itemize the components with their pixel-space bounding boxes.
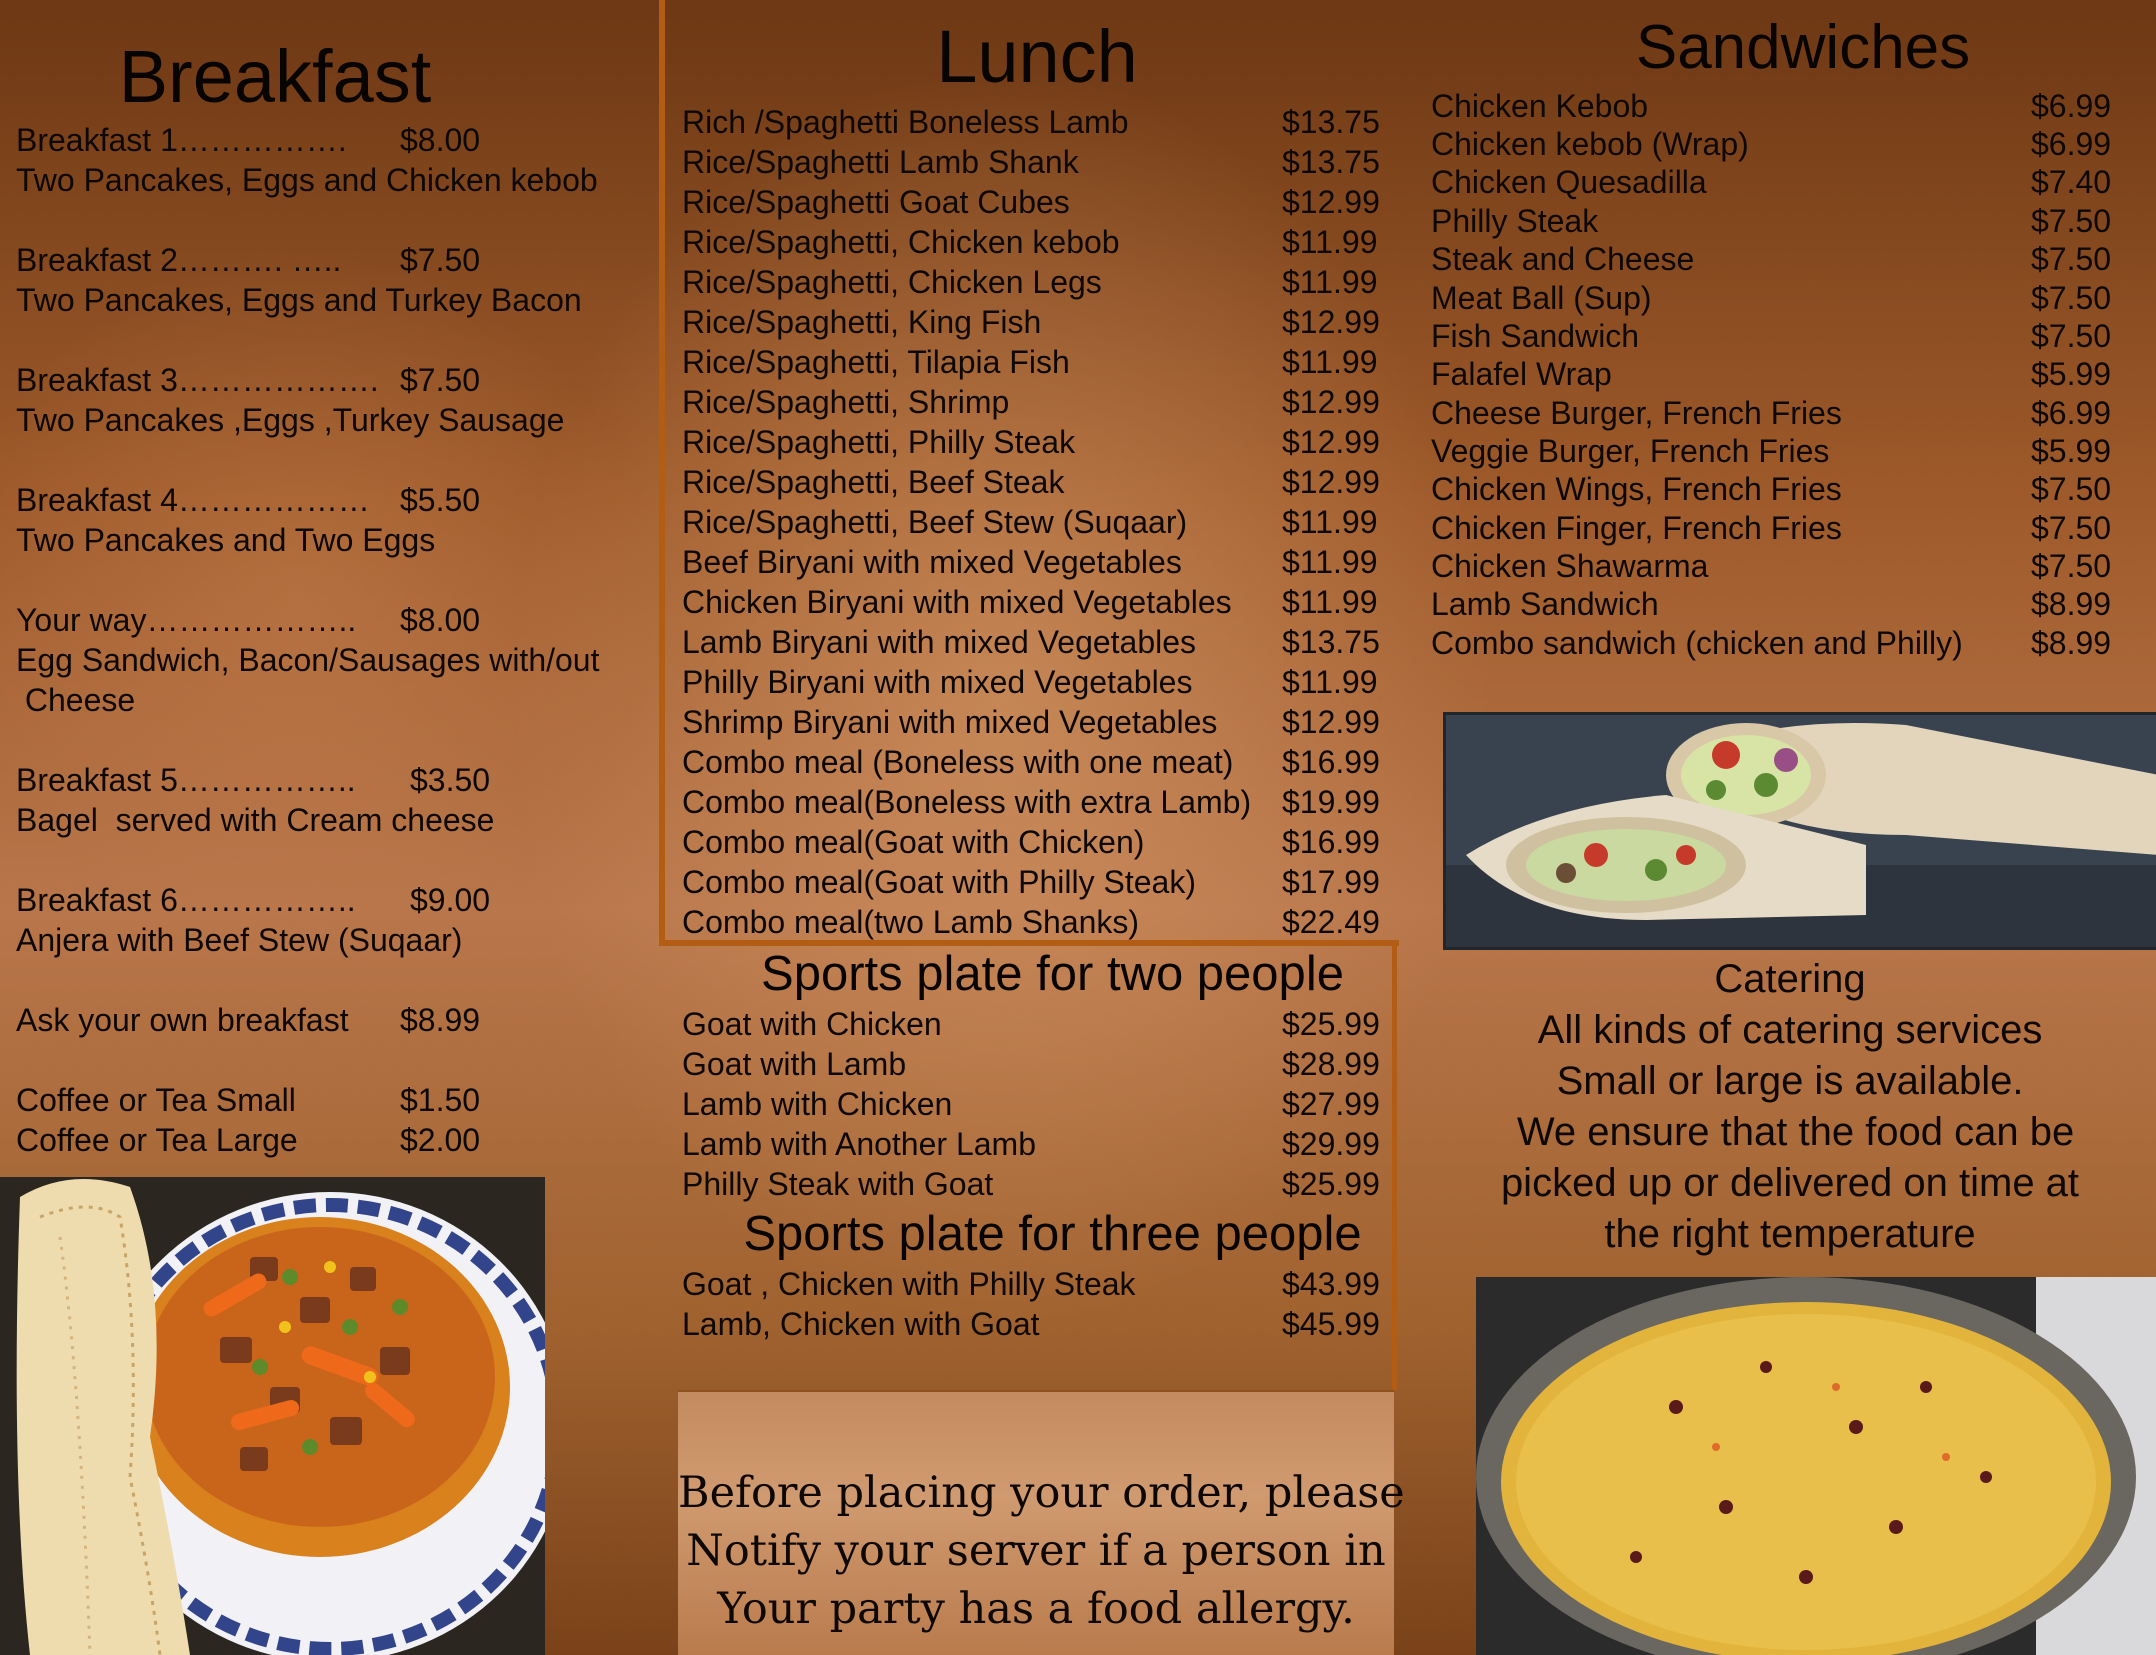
lunch-item-name: Combo meal(Goat with Chicken) xyxy=(682,824,1145,860)
sandwich-item-name: Lamb Sandwich xyxy=(1431,586,1659,622)
sandwich-item xyxy=(1431,586,2131,626)
lunch-item-name: Rice/Spaghetti, Philly Steak xyxy=(682,424,1076,460)
sports-item-price: $25.99 xyxy=(1282,1166,1380,1202)
catering-line: the right temperature xyxy=(1604,1212,1976,1256)
sports-item-name: Philly Steak with Goat xyxy=(682,1166,994,1202)
sports-three-title: Sports plate for three people xyxy=(743,1207,1362,1261)
sandwich-item xyxy=(1431,164,2131,204)
wraps-photo xyxy=(1443,712,2156,950)
lunch-item-name: Combo meal (Boneless with one meat) xyxy=(682,744,1234,780)
lunch-item xyxy=(682,264,1384,304)
sandwich-item-name: Fish Sandwich xyxy=(1431,318,1640,354)
sports-item-name: Goat with Lamb xyxy=(682,1046,907,1082)
sandwich-item xyxy=(1431,471,2131,511)
breakfast-item-desc: Two Pancakes, Eggs and Chicken kebob xyxy=(16,162,598,198)
sports-item xyxy=(682,1266,1384,1306)
breakfast-item-desc: Egg Sandwich, Bacon/Sausages with/out xyxy=(16,642,600,678)
sandwich-item-name: Chicken kebob (Wrap) xyxy=(1431,126,1749,162)
sports-item-name: Lamb with Another Lamb xyxy=(682,1126,1036,1162)
sports-item-price: $29.99 xyxy=(1282,1126,1380,1162)
lunch-item-name: Rice/Spaghetti, King Fish xyxy=(682,304,1042,340)
lunch-item xyxy=(682,784,1384,824)
breakfast-title: Breakfast xyxy=(118,35,432,118)
notice-line: Before placing your order, please xyxy=(678,1468,1405,1518)
catering-title: Catering xyxy=(1714,957,1866,1001)
lunch-item-name: Rice/Spaghetti, Shrimp xyxy=(682,384,1010,420)
sandwich-item xyxy=(1431,318,2131,358)
lunch-item-name: Rice/Spaghetti, Beef Stew (Suqaar) xyxy=(682,504,1188,540)
sports-item-name: Goat , Chicken with Philly Steak xyxy=(682,1266,1136,1302)
breakfast-item-price: $9.00 xyxy=(410,882,491,918)
breakfast-item-price: $5.50 xyxy=(400,482,481,518)
sports-item-price: $27.99 xyxy=(1282,1086,1380,1122)
lunch-item xyxy=(682,744,1384,784)
lunch-item-name: Rice/Spaghetti, Tilapia Fish xyxy=(682,344,1070,380)
lunch-item-price: $11.99 xyxy=(1282,224,1378,260)
lunch-item xyxy=(682,104,1384,144)
sandwich-item-price: $5.99 xyxy=(2031,433,2112,469)
sports-item-price: $28.99 xyxy=(1282,1046,1380,1082)
breakfast-item-name: Breakfast 1……………. xyxy=(16,122,347,158)
lunch-item-price: $12.99 xyxy=(1282,464,1380,500)
sandwich-item-price: $6.99 xyxy=(2031,126,2112,162)
lunch-item xyxy=(682,904,1384,944)
lunch-item-price: $11.99 xyxy=(1282,504,1378,540)
lunch-item-price: $16.99 xyxy=(1282,824,1380,860)
lunch-item xyxy=(682,544,1384,584)
breakfast-item-price: $7.50 xyxy=(400,242,481,278)
lunch-item xyxy=(682,504,1384,544)
sandwich-item-price: $7.50 xyxy=(2031,241,2112,277)
lunch-item xyxy=(682,464,1384,504)
breakfast-item-name: Breakfast 5…………….. xyxy=(16,762,356,798)
sandwich-item-name: Chicken Kebob xyxy=(1431,88,1649,124)
breakfast-item-price: $8.00 xyxy=(400,602,481,638)
sports-item-name: Lamb, Chicken with Goat xyxy=(682,1306,1040,1342)
lunch-item-name: Rice/Spaghetti, Chicken Legs xyxy=(682,264,1102,300)
lunch-item-price: $13.75 xyxy=(1282,104,1380,140)
lunch-item-price: $22.49 xyxy=(1282,904,1380,940)
sandwich-item-price: $5.99 xyxy=(2031,356,2112,392)
sports-item xyxy=(682,1306,1384,1346)
lunch-item-price: $11.99 xyxy=(1282,344,1378,380)
sandwich-item-name: Chicken Wings, French Fries xyxy=(1431,471,1842,507)
sports-item-price: $45.99 xyxy=(1282,1306,1380,1342)
breakfast-item-price: $3.50 xyxy=(410,762,491,798)
sandwich-item-name: Chicken Shawarma xyxy=(1431,548,1709,584)
lunch-item xyxy=(682,424,1384,464)
sandwich-item xyxy=(1431,625,2131,665)
breakfast-item-name: Breakfast 6…………….. xyxy=(16,882,356,918)
catering-line: Small or large is available. xyxy=(1556,1059,2024,1103)
sandwich-item-price: $6.99 xyxy=(2031,88,2112,124)
breakfast-item-name: Your way……………….. xyxy=(16,602,357,638)
breakfast-item-name: Ask your own breakfast xyxy=(16,1002,349,1038)
lunch-item-price: $13.75 xyxy=(1282,144,1380,180)
lunch-item xyxy=(682,184,1384,224)
lunch-item-name: Rice/Spaghetti Lamb Shank xyxy=(682,144,1079,180)
catering-line: We ensure that the food can be xyxy=(1505,1110,2075,1154)
sandwich-item-price: $7.50 xyxy=(2031,280,2112,316)
lunch-item xyxy=(682,344,1384,384)
sandwich-item-price: $6.99 xyxy=(2031,395,2112,431)
lunch-item-name: Rice/Spaghetti, Beef Steak xyxy=(682,464,1065,500)
sandwich-item-name: Meat Ball (Sup) xyxy=(1431,280,1652,316)
lunch-item-name: Chicken Biryani with mixed Vegetables xyxy=(682,584,1232,620)
sandwich-item-name: Steak and Cheese xyxy=(1431,241,1695,277)
sports-two-title: Sports plate for two people xyxy=(761,947,1344,1001)
lunch-item xyxy=(682,584,1384,624)
sports-item xyxy=(682,1126,1384,1166)
sports-right-divider xyxy=(1392,940,1397,1390)
sports-item xyxy=(682,1086,1384,1126)
lunch-item xyxy=(682,224,1384,264)
breakfast-item-price: $8.00 xyxy=(400,122,481,158)
sandwich-item-price: $7.50 xyxy=(2031,510,2112,546)
catering-line: picked up or delivered on time at xyxy=(1500,1161,2080,1205)
sandwich-item-price: $7.50 xyxy=(2031,203,2112,239)
lunch-item-price: $13.75 xyxy=(1282,624,1380,660)
sandwich-item-name: Philly Steak xyxy=(1431,203,1599,239)
allergy-notice xyxy=(678,1390,1405,1655)
lunch-item-price: $11.99 xyxy=(1282,584,1378,620)
sandwich-item xyxy=(1431,88,2131,128)
sports-item xyxy=(682,1006,1384,1046)
lunch-item-price: $11.99 xyxy=(1282,544,1378,580)
breakfast-item-desc: Bagel served with Cream cheese xyxy=(16,802,495,838)
breakfast-item-name: Breakfast 3………………. xyxy=(16,362,379,398)
lunch-item-name: Philly Biryani with mixed Vegetables xyxy=(682,664,1193,700)
sandwich-item-name: Falafel Wrap xyxy=(1431,356,1612,392)
breakfast-item-name: Breakfast 2………. ….. xyxy=(16,242,342,278)
lunch-item xyxy=(682,144,1384,184)
sandwiches-title: Sandwiches xyxy=(1635,13,1971,82)
lunch-item-price: $16.99 xyxy=(1282,744,1380,780)
lunch-item-name: Combo meal(Boneless with extra Lamb) xyxy=(682,784,1252,820)
breakfast-item-desc: Two Pancakes, Eggs and Turkey Bacon xyxy=(16,282,582,318)
lunch-item-price: $12.99 xyxy=(1282,304,1380,340)
sandwich-item-price: $7.40 xyxy=(2031,164,2112,200)
lunch-item-price: $11.99 xyxy=(1282,264,1378,300)
sandwich-item xyxy=(1431,203,2131,243)
lunch-title: Lunch xyxy=(936,15,1138,98)
lunch-item xyxy=(682,624,1384,664)
lunch-item xyxy=(682,864,1384,904)
notice-line: Your party has a food allergy. xyxy=(717,1584,1355,1634)
lunch-item-price: $17.99 xyxy=(1282,864,1380,900)
lunch-item xyxy=(682,824,1384,864)
sandwich-item-name: Chicken Quesadilla xyxy=(1431,164,1707,200)
sports-item-name: Lamb with Chicken xyxy=(682,1086,953,1122)
rice-photo xyxy=(1476,1277,2156,1655)
sandwich-item xyxy=(1431,356,2131,396)
lunch-item-name: Lamb Biryani with mixed Vegetables xyxy=(682,624,1197,660)
sandwich-item xyxy=(1431,395,2131,435)
lunch-item-price: $12.99 xyxy=(1282,704,1380,740)
lunch-item-price: $12.99 xyxy=(1282,384,1380,420)
lunch-item-price: $12.99 xyxy=(1282,424,1380,460)
sports-item xyxy=(682,1046,1384,1086)
lunch-item xyxy=(682,384,1384,424)
lunch-item xyxy=(682,304,1384,344)
lunch-item-name: Beef Biryani with mixed Vegetables xyxy=(682,544,1182,580)
sandwich-item-price: $7.50 xyxy=(2031,318,2112,354)
lunch-left-divider xyxy=(659,0,665,946)
sandwich-item xyxy=(1431,510,2131,550)
breakfast-item-price: $7.50 xyxy=(400,362,481,398)
catering-line: All kinds of catering services xyxy=(1537,1008,2043,1052)
lunch-item-price: $12.99 xyxy=(1282,184,1380,220)
sandwich-item-price: $8.99 xyxy=(2031,625,2112,661)
sandwich-item-price: $7.50 xyxy=(2031,548,2112,584)
breakfast-item-desc: Cheese xyxy=(16,682,136,718)
breakfast-item-desc: Two Pancakes and Two Eggs xyxy=(16,522,436,558)
drink-name: Coffee or Tea Large xyxy=(16,1122,298,1158)
breakfast-item-name: Breakfast 4……………… xyxy=(16,482,370,518)
notice-line: Notify your server if a person in xyxy=(686,1526,1386,1576)
lunch-item xyxy=(682,704,1384,744)
lunch-item-price: $11.99 xyxy=(1282,664,1378,700)
sandwich-item xyxy=(1431,126,2131,166)
breakfast-item-desc: Two Pancakes ,Eggs ,Turkey Sausage xyxy=(16,402,565,438)
lunch-item-name: Rice/Spaghetti, Chicken kebob xyxy=(682,224,1120,260)
sandwich-item-name: Cheese Burger, French Fries xyxy=(1431,395,1842,431)
sandwich-item-name: Chicken Finger, French Fries xyxy=(1431,510,1842,546)
lunch-item-name: Shrimp Biryani with mixed Vegetables xyxy=(682,704,1218,740)
sandwich-item-name: Combo sandwich (chicken and Philly) xyxy=(1431,625,1963,661)
lunch-item-price: $19.99 xyxy=(1282,784,1380,820)
sandwich-item xyxy=(1431,548,2131,588)
sandwich-item xyxy=(1431,433,2131,473)
breakfast-item-desc: Anjera with Beef Stew (Suqaar) xyxy=(16,922,463,958)
lunch-item-name: Combo meal(two Lamb Shanks) xyxy=(682,904,1140,940)
sandwich-item xyxy=(1431,280,2131,320)
sandwich-item-price: $7.50 xyxy=(2031,471,2112,507)
stew-anjera-photo xyxy=(0,1177,545,1655)
sandwich-item-price: $8.99 xyxy=(2031,586,2112,622)
drink-name: Coffee or Tea Small xyxy=(16,1082,296,1118)
drink-price: $2.00 xyxy=(400,1122,481,1158)
sports-item xyxy=(682,1166,1384,1206)
drink-price: $1.50 xyxy=(400,1082,481,1118)
sandwich-item xyxy=(1431,241,2131,281)
breakfast-item-price: $8.99 xyxy=(400,1002,481,1038)
lunch-item-name: Combo meal(Goat with Philly Steak) xyxy=(682,864,1196,900)
sandwich-item-name: Veggie Burger, French Fries xyxy=(1431,433,1830,469)
lunch-item-name: Rich /Spaghetti Boneless Lamb xyxy=(682,104,1129,140)
sports-item-price: $25.99 xyxy=(1282,1006,1380,1042)
sports-item-price: $43.99 xyxy=(1282,1266,1380,1302)
lunch-item xyxy=(682,664,1384,704)
lunch-item-name: Rice/Spaghetti Goat Cubes xyxy=(682,184,1070,220)
sports-item-name: Goat with Chicken xyxy=(682,1006,942,1042)
